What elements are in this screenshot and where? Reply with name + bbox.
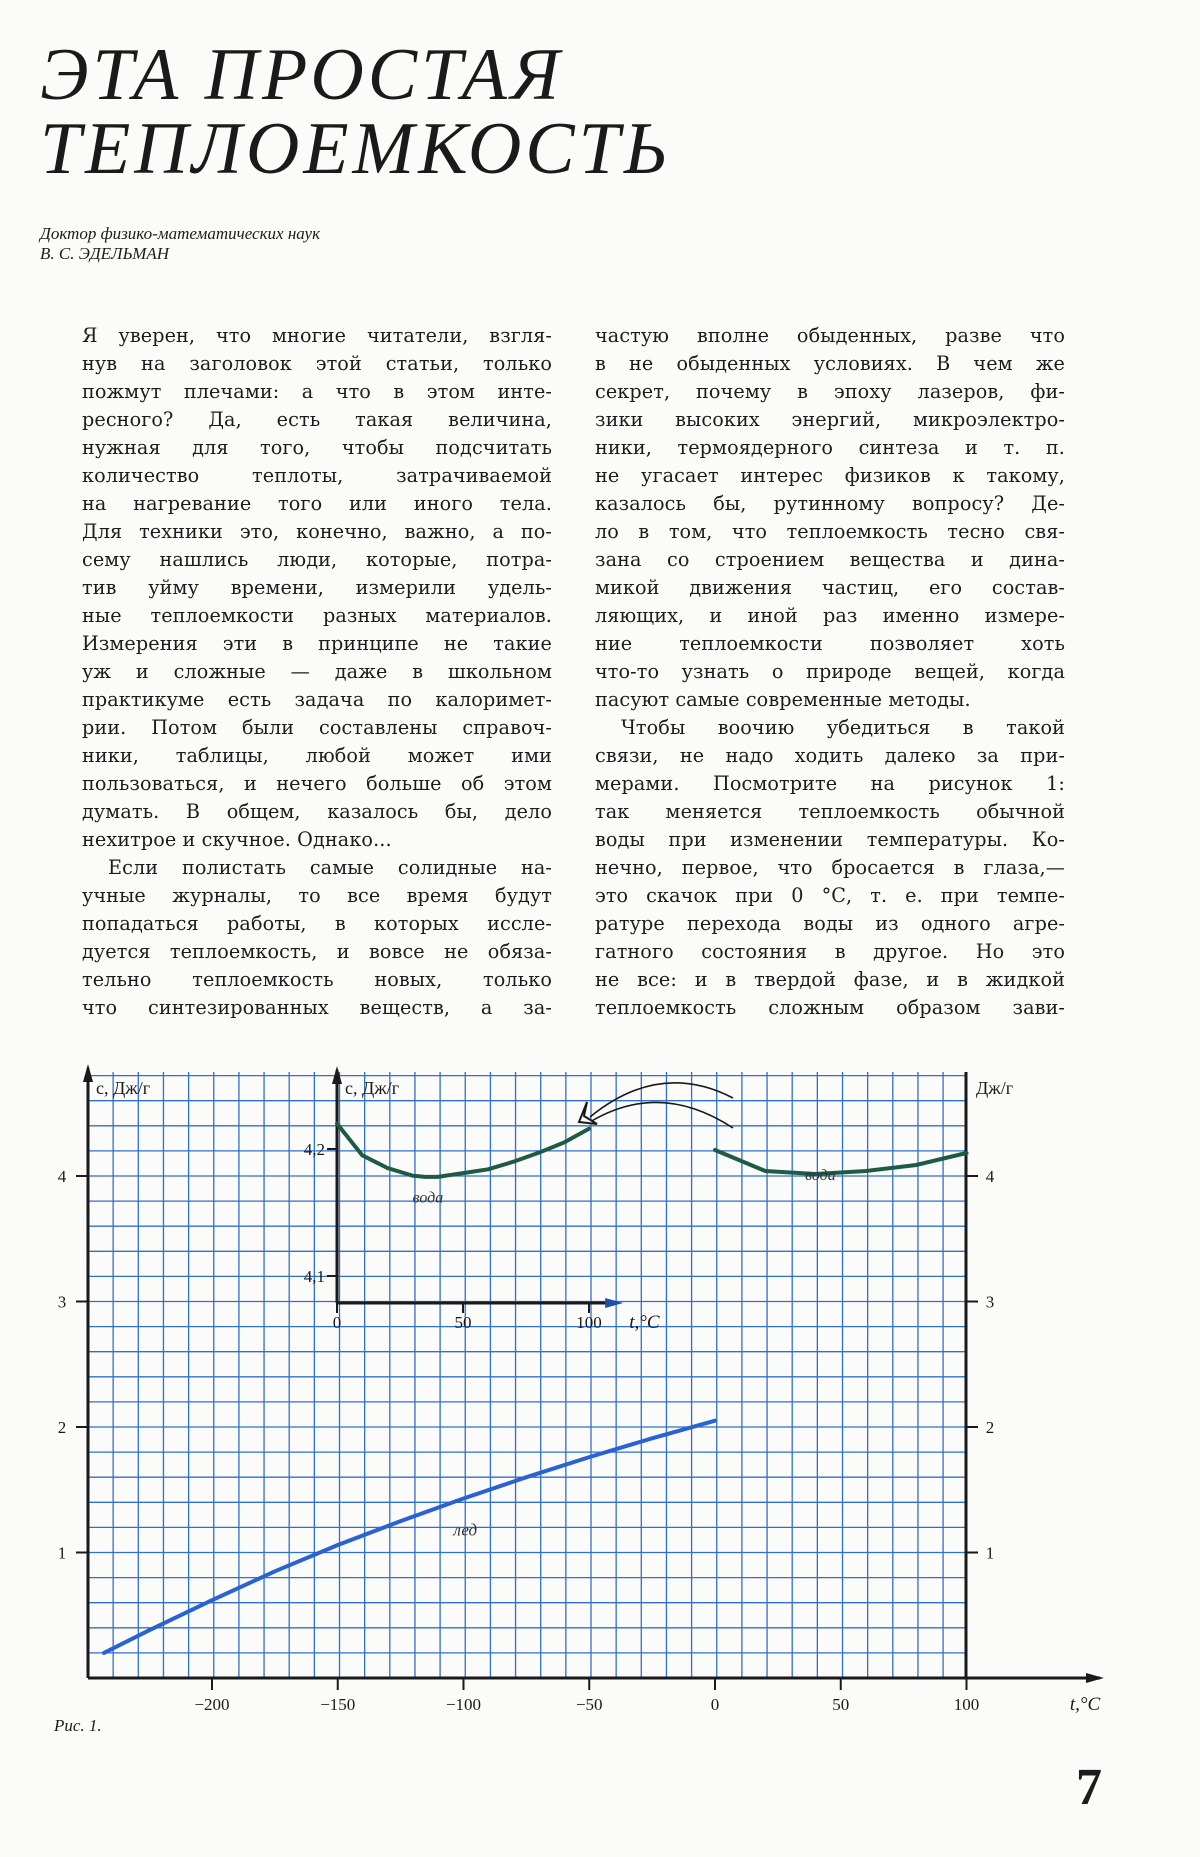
graph-paper-grid xyxy=(88,1072,966,1678)
text-line: связи, не надо ходить далеко за при- xyxy=(595,744,1065,767)
inset-x-tick-label: 0 xyxy=(332,1313,342,1332)
text-line: воды при изменении температуры. Ко- xyxy=(595,828,1065,851)
y-axis-label-right: Дж/г xyxy=(976,1078,1014,1098)
text-line: сему нашлись люди, которые, потра- xyxy=(82,548,552,571)
page-number: 7 xyxy=(1076,1759,1102,1816)
text-line: количество теплоты, затрачиваемой xyxy=(82,464,552,487)
text-column-left xyxy=(82,322,552,1022)
text-line: казалось бы, рутинному вопросу? Де- xyxy=(595,492,1065,515)
text-line: нехитрое и скучное. Однако... xyxy=(82,828,392,851)
y-tick-label-left: 4 xyxy=(57,1167,67,1186)
text-line: Если полистать самые солидные на- xyxy=(108,856,552,879)
y-tick-label-left: 3 xyxy=(57,1292,67,1312)
text-line: микой движения частиц, его состав- xyxy=(595,576,1065,599)
text-line: мерами. Посмотрите на рисунок 1: xyxy=(595,772,1065,795)
y-tick-label-left: 2 xyxy=(57,1418,67,1437)
text-column-right xyxy=(595,322,1065,1022)
x-tick-label: −150 xyxy=(320,1695,356,1714)
y-tick-label-right: 4 xyxy=(985,1167,995,1186)
text-line: практикуме есть задача по калоримет- xyxy=(82,688,552,711)
text-line: Для техники это, конечно, важно, а по- xyxy=(82,520,552,543)
text-line: попадаться работы, в которых иссле- xyxy=(82,912,552,935)
text-line: частую вполне обыденных, разве что xyxy=(595,324,1065,347)
text-line: в не обыденных условиях. В чем же xyxy=(595,352,1065,375)
text-line: это скачок при 0 °С, т. е. при темпе- xyxy=(595,884,1065,907)
x-tick-label: −50 xyxy=(575,1695,603,1714)
text-line: зана со строением вещества и дина- xyxy=(595,548,1065,571)
y-tick-label-left: 1 xyxy=(57,1543,67,1563)
text-line: секрет, почему в эпоху лазеров, фи- xyxy=(595,380,1065,403)
title-line-1: ЭТА ПРОСТАЯ xyxy=(40,34,564,116)
figure-heat-capacity xyxy=(0,1040,1200,1800)
arrow-up-icon xyxy=(83,1064,93,1082)
chart-curves xyxy=(104,1083,967,1653)
text-line: тив уйму времени, измерили удель- xyxy=(82,576,552,599)
text-line: ресного? Да, есть такая величина, xyxy=(82,408,552,431)
water-curve-label-inset: вода xyxy=(412,1189,444,1207)
water-curve-main xyxy=(715,1150,967,1174)
x-axis-label: t,°C xyxy=(1069,1694,1101,1715)
arrow-right-icon xyxy=(1086,1673,1104,1683)
x-tick-label: 50 xyxy=(832,1695,850,1714)
text-line: ники, термоядерного синтеза и т. п. xyxy=(595,436,1065,459)
y-tick-label-right: 3 xyxy=(985,1292,995,1312)
text-line: ные теплоемкости разных материалов. xyxy=(82,604,552,627)
text-line: зики высоких энергий, микроэлектро- xyxy=(595,408,1065,431)
x-tick-label: 100 xyxy=(953,1695,980,1714)
text-line: пасуют самые современные методы. xyxy=(595,688,971,711)
author-name: В. С. ЭДЕЛЬМАН xyxy=(40,244,170,263)
y-axis-label-left: c, Дж/г xyxy=(96,1078,151,1098)
x-tick-label: 0 xyxy=(710,1695,720,1714)
text-line: учные журналы, то все время будут xyxy=(82,884,552,907)
text-line: нув на заголовок этой статьи, только xyxy=(82,352,552,375)
text-line: ратуре перехода воды из одного агре- xyxy=(595,912,1065,935)
text-line: нечно, первое, что бросается в глаза,— xyxy=(595,856,1065,879)
text-line: гатного состояния в другое. Но это xyxy=(595,940,1065,963)
article-title xyxy=(40,34,672,190)
text-line: рии. Потом были составлены справоч- xyxy=(82,716,552,739)
zoom-arrow-lower xyxy=(590,1102,733,1128)
x-tick-label: −100 xyxy=(445,1695,482,1714)
water-curve-label-main: вода xyxy=(805,1167,836,1184)
byline xyxy=(40,224,320,264)
text-line: Измерения эти в принципе не такие xyxy=(82,632,552,655)
y-tick-label-right: 1 xyxy=(985,1543,995,1563)
author-degree: Доктор физико-математических наук xyxy=(40,224,321,243)
text-line: ние теплоемкости позволяет хоть xyxy=(595,632,1065,655)
text-line: нужная для того, чтобы подсчитать xyxy=(82,436,552,459)
inset-arrow-right-icon xyxy=(605,1298,623,1308)
inset-x-axis-label: t,°C xyxy=(629,1312,660,1333)
text-line: думать. В общем, казалось бы, дело xyxy=(82,800,552,823)
inset-y-tick-label: 4,2 xyxy=(303,1140,325,1159)
text-line: что-то узнать о природе вещей, когда xyxy=(595,660,1065,683)
title-line-2: ТЕПЛОЕМКОСТЬ xyxy=(40,108,672,190)
text-line: ники, таблицы, любой может ими xyxy=(82,744,552,767)
text-line: тельно теплоемкость новых, только xyxy=(82,968,552,991)
text-line: пользоваться, и нечего больше об этом xyxy=(82,772,552,795)
text-line: не все: и в твердой фазе, и в жидкой xyxy=(595,968,1065,991)
figure-caption: Рис. 1. xyxy=(54,1716,102,1735)
text-line: на нагревание того или иного тела. xyxy=(82,492,552,515)
text-line: так меняется теплоемкость обычной xyxy=(595,800,1065,823)
ice-curve-label: лед xyxy=(453,1520,478,1540)
ice-curve xyxy=(104,1421,715,1653)
y-tick-label-right: 2 xyxy=(985,1418,995,1437)
heat-capacity-chart xyxy=(0,1040,1200,1800)
inset-y-axis-label: c, Дж/г xyxy=(345,1078,400,1098)
text-line: что синтезированных веществ, а за- xyxy=(82,996,552,1019)
inset-x-tick-label: 100 xyxy=(576,1313,602,1332)
text-line: пожмут плечами: а что в этом инте- xyxy=(82,380,552,403)
x-tick-label: −200 xyxy=(194,1695,230,1714)
text-line: теплоемкость сложным образом зави- xyxy=(595,996,1065,1019)
inset-x-tick-label: 50 xyxy=(454,1313,472,1332)
text-line: дуется теплоемкость, и вовсе не обяза- xyxy=(82,940,552,963)
inset-y-tick-label: 4,1 xyxy=(303,1267,325,1286)
text-line: ляющих, и иной раз именно измере- xyxy=(595,604,1065,627)
text-line: Я уверен, что многие читатели, взгля- xyxy=(82,324,552,347)
text-line: ло в том, что теплоемкость тесно свя- xyxy=(595,520,1065,543)
text-line: уж и сложные — даже в школьном xyxy=(82,660,552,683)
text-line: не угасает интерес физиков к такому, xyxy=(595,464,1065,487)
text-line: Чтобы воочию убедиться в такой xyxy=(621,716,1065,739)
